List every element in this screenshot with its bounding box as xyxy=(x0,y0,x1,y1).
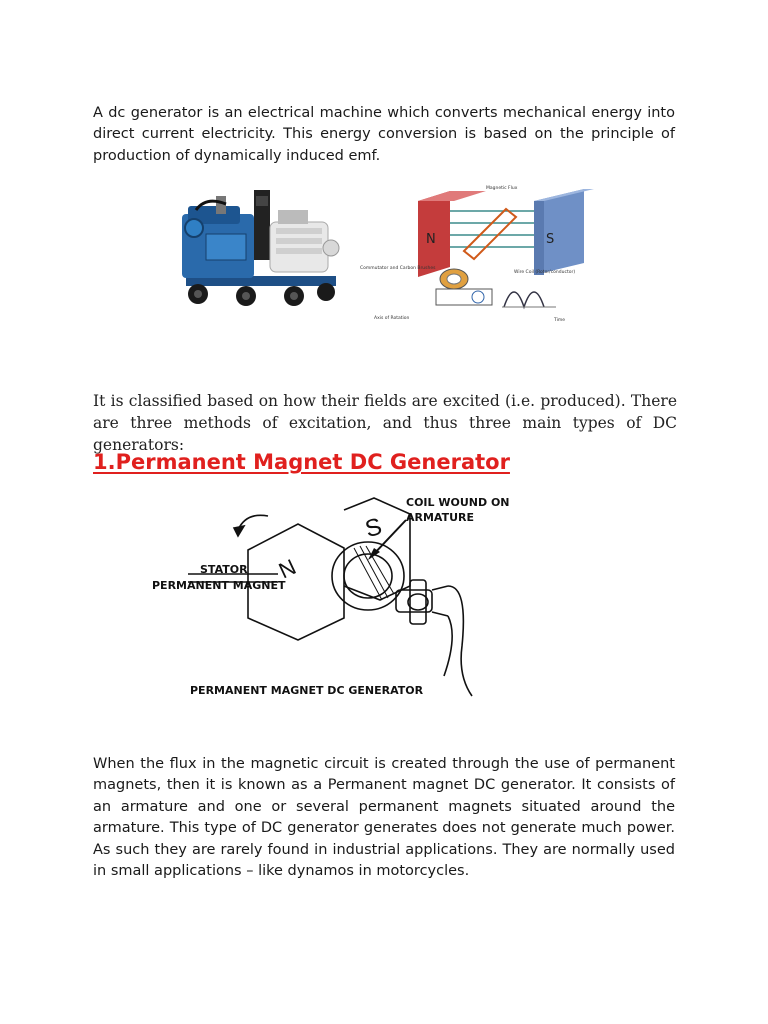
generator-photo xyxy=(176,184,342,310)
section-body-paragraph: When the flux in the magnetic circuit is created through the use of permanent magnets, then it is known as a Permanent magnet DC generator. It consists of an armature and one or several permanent magnets situated around the armature. This type of DC generator generates does not generate much power. As such they are rarely found in industrial applications. They are normally used in small applications – like dynamos in motorcycles. xyxy=(93,755,675,879)
coil-label-line2: ARMATURE xyxy=(406,511,475,524)
stator-label-line2: PERMANENT MAGNET xyxy=(152,579,286,592)
lead-wire xyxy=(444,616,452,676)
permanent-magnet-generator-diagram xyxy=(148,490,520,706)
north-pole-label: N xyxy=(426,232,436,247)
axis-label: Axis of Rotation xyxy=(374,316,410,321)
wire-coil xyxy=(464,209,516,259)
south-pole-letter: S xyxy=(362,512,385,544)
armature xyxy=(332,542,404,610)
stator-label-line1: STATOR xyxy=(200,563,248,576)
commutator-label: Commutator and Carbon Brushes xyxy=(360,266,436,271)
classification-paragraph: It is classified based on how their fields are excited (i.e. produced). There are three methods of excitation, and thus three main types of DC generators: xyxy=(93,391,677,454)
section-heading-permanent-magnet: 1.Permanent Magnet DC Generator xyxy=(93,450,510,474)
output-waveform xyxy=(504,292,544,307)
flux-label: Magnetic Flux xyxy=(486,186,518,191)
dc-generator-principle-diagram xyxy=(356,181,594,331)
diagram-caption: PERMANENT MAGNET DC GENERATOR xyxy=(190,684,424,697)
coil-label-line1: COIL WOUND ON xyxy=(406,496,510,509)
coil-label: Wire Coil (Rotor/conductor) xyxy=(514,270,576,275)
time-label: Time xyxy=(554,318,566,323)
south-pole-label: S xyxy=(546,232,555,247)
wheel xyxy=(317,283,335,301)
north-pole-letter: N xyxy=(274,553,300,584)
intro-paragraph: A dc generator is an electrical machine which converts mechanical energy into direct current electricity. This energy conversion is based on the principle of production of dynamically induced emf. xyxy=(93,104,675,164)
